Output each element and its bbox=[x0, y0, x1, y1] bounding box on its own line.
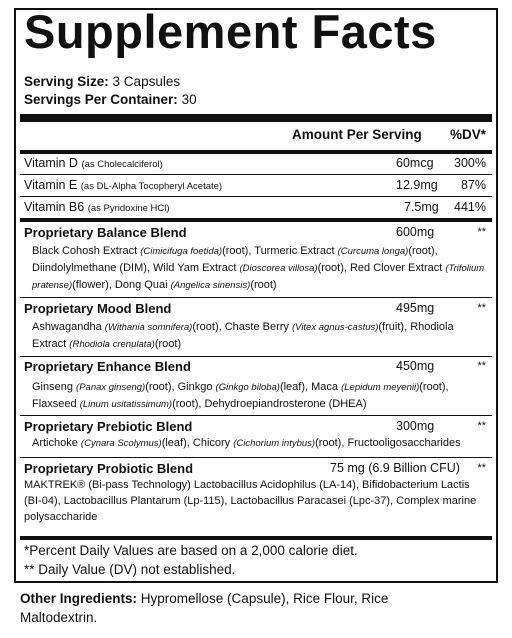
serving-size-value: 3 Capsules bbox=[112, 74, 181, 89]
row-divider bbox=[20, 415, 492, 416]
ingredient-text: MAKTREK® (Bi-pass Technology) Lactobacillus Acidophilus (LA-14), Bifidobacterium Lactis (BI-04), Lactobacillus Plantarum (Lp-115), Lactobacillus Paracasei (Lpc-37), Complex marine polysaccharide bbox=[24, 479, 477, 523]
vitamin-name: Vitamin B6 bbox=[24, 200, 85, 214]
row-divider bbox=[20, 356, 492, 357]
ingredient-text: , Chicory bbox=[186, 437, 234, 449]
ingredient-text: (root) bbox=[408, 245, 435, 257]
ingredient-text: (root) bbox=[154, 338, 182, 350]
header-divider bbox=[20, 150, 492, 154]
panel-title: Supplement Facts bbox=[24, 5, 437, 58]
ingredient-text: , Dong Quai bbox=[108, 279, 171, 291]
blend-dv: ** bbox=[477, 462, 486, 474]
ingredient-text: (root) bbox=[172, 398, 199, 410]
vitamin-dv: 87% bbox=[460, 178, 486, 192]
blend-name: Proprietary Enhance Blend bbox=[24, 359, 191, 374]
ingredient-text: , Fructooligosaccharides bbox=[341, 437, 461, 449]
botanical-name: (Ginkgo biloba) bbox=[215, 382, 280, 393]
blend-amount: 450mg bbox=[396, 359, 435, 373]
servings-per-container-label: Servings Per Container: bbox=[24, 92, 178, 107]
ingredient-text: , Chaste Berry bbox=[218, 321, 292, 333]
row-divider bbox=[20, 174, 492, 175]
supplement-facts-panel bbox=[14, 5, 498, 583]
blend-amount: 495mg bbox=[396, 301, 435, 315]
ingredient-text: (fruit) bbox=[378, 321, 405, 333]
blend-ingredients bbox=[24, 477, 488, 525]
ingredient-text: Ashwagandha bbox=[32, 321, 105, 333]
botanical-name: (Cynara Scolymus) bbox=[80, 438, 162, 449]
botanical-name: (Curcuma longa) bbox=[337, 246, 409, 257]
vitamin-source: (as Cholecalciferol) bbox=[81, 159, 163, 170]
ingredient-text: , Maca bbox=[305, 381, 342, 393]
footer-divider bbox=[20, 536, 492, 540]
ingredient-text: Ginseng bbox=[32, 381, 77, 393]
serving-size bbox=[24, 74, 180, 89]
footnote-dv: *Percent Daily Values are based on a 2,000 calorie diet. bbox=[24, 543, 358, 558]
vitamin-source: (as DL-Alpha Tocopheryl Acetate) bbox=[80, 181, 223, 192]
amount-per-serving-header: Amount Per Serving bbox=[292, 127, 422, 142]
vitamin-amount: 60mcg bbox=[396, 156, 434, 170]
ingredient-text: , Turmeric Extract bbox=[248, 245, 338, 257]
botanical-name: (Withania somnifera) bbox=[104, 322, 193, 333]
ingredient-text: (root) bbox=[192, 321, 219, 333]
blend-dv: ** bbox=[477, 302, 486, 314]
blend-name: Proprietary Mood Blend bbox=[24, 301, 172, 316]
row-divider bbox=[20, 457, 492, 458]
botanical-name: (Lepidum meyenii) bbox=[341, 382, 420, 393]
vitamin-name: Vitamin E bbox=[24, 178, 78, 192]
blend-name: Proprietary Prebiotic Blend bbox=[24, 419, 193, 434]
vitamin-source: (as Pyridoxine HCl) bbox=[87, 203, 170, 214]
blend-dv: ** bbox=[477, 420, 486, 432]
botanical-name: (Cichorium intybus) bbox=[233, 438, 316, 449]
footnote-not-established: ** Daily Value (DV) not established. bbox=[24, 562, 236, 577]
blend-amount: 75 mg (6.9 Billion CFU) bbox=[330, 461, 460, 475]
blend-ingredients bbox=[32, 435, 488, 452]
vitamin-amount: 12.9mg bbox=[396, 178, 438, 192]
ingredient-text: (root) bbox=[315, 437, 342, 449]
vitamin-dv: 441% bbox=[454, 200, 486, 214]
ingredient-text: (root) bbox=[222, 245, 249, 257]
vitamin-dv: 300% bbox=[454, 156, 486, 170]
botanical-name: (Vitex agnus-castus) bbox=[291, 322, 379, 333]
other-ingredients-value: Hypromellose (Capsule), Rice Flour, Rice Maltodextrin. bbox=[20, 591, 389, 625]
servings-per-container bbox=[24, 92, 197, 107]
blend-dv: ** bbox=[477, 360, 486, 372]
servings-per-container-value: 30 bbox=[181, 92, 197, 107]
botanical-name: (Rhodiola crenulata) bbox=[69, 339, 155, 350]
ingredient-text: (leaf) bbox=[279, 381, 306, 393]
ingredient-text: , Flaxseed bbox=[32, 381, 449, 410]
ingredient-text: (leaf) bbox=[161, 437, 187, 449]
blend-ingredients bbox=[32, 319, 488, 353]
ingredient-text: (flower) bbox=[72, 279, 109, 291]
ingredient-text: , Diindolylmethane (DIM), Wild Yam Extract bbox=[32, 245, 438, 274]
blend-dv: ** bbox=[477, 226, 486, 238]
ingredient-text: , Dehydroepiandrosterone (DHEA) bbox=[198, 398, 367, 410]
vitamin-amount: 7.5mg bbox=[404, 200, 439, 214]
vitamin-name: Vitamin D bbox=[24, 156, 78, 170]
ingredient-text: (root) bbox=[419, 381, 446, 393]
botanical-name: (Panax ginseng) bbox=[76, 382, 146, 393]
ingredient-text: , Ginkgo bbox=[171, 381, 216, 393]
ingredient-text: (root) bbox=[317, 262, 344, 274]
ingredient-text: , Red Clover Extract bbox=[343, 262, 446, 274]
ingredient-text: (root) bbox=[145, 381, 172, 393]
other-ingredients bbox=[20, 589, 460, 627]
row-divider bbox=[20, 196, 492, 197]
ingredient-text: (root) bbox=[250, 279, 277, 291]
botanical-name: (Angelica sinensis) bbox=[170, 280, 251, 291]
blend-name: Proprietary Probiotic Blend bbox=[24, 461, 194, 476]
dv-header: %DV* bbox=[449, 127, 486, 142]
blend-amount: 300mg bbox=[396, 419, 435, 433]
ingredient-text: Black Cohosh Extract bbox=[32, 245, 141, 257]
ingredient-text: , Rhodiola Extract bbox=[32, 321, 454, 350]
other-ingredients-label: Other Ingredients: bbox=[20, 591, 138, 606]
botanical-name: (Trifolium pratense) bbox=[32, 263, 485, 291]
blend-amount: 600mg bbox=[396, 225, 435, 239]
blend-ingredients bbox=[32, 379, 488, 413]
botanical-name: (Linum usitatissimum) bbox=[79, 399, 173, 410]
section-divider bbox=[20, 218, 492, 222]
blend-name: Proprietary Balance Blend bbox=[24, 225, 187, 240]
thick-divider bbox=[20, 114, 492, 122]
row-divider bbox=[20, 297, 492, 298]
serving-size-label: Serving Size: bbox=[24, 74, 109, 89]
ingredient-text: Artichoke bbox=[32, 437, 81, 449]
botanical-name: (Dioscorea villosa) bbox=[239, 263, 318, 274]
blend-ingredients bbox=[32, 243, 488, 294]
botanical-name: (Cimicifuga foetida) bbox=[140, 246, 223, 257]
